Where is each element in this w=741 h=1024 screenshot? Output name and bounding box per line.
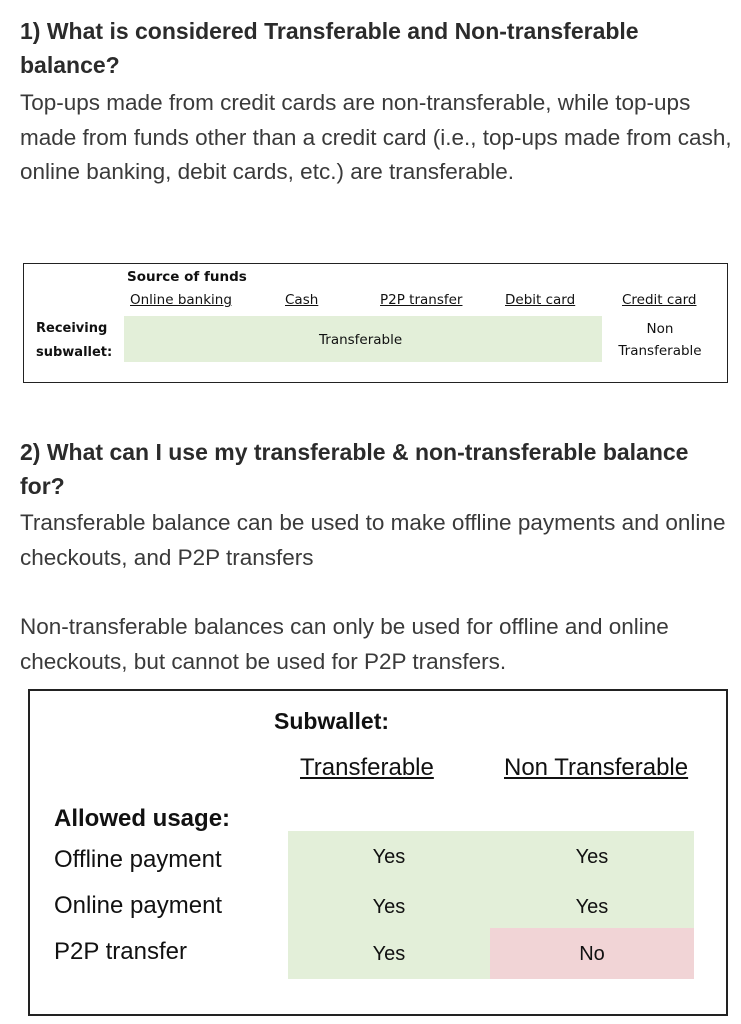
offline-transferable-value: Yes [372, 846, 406, 868]
column-online-banking: Online banking [130, 292, 232, 308]
receiving-label-line1: Receiving [36, 321, 108, 336]
transferable-value: Transferable [319, 332, 403, 348]
non-transferable-line1: Non [646, 321, 674, 337]
section2-body1: Transferable balance can be used to make offline payments and online checkouts, and P2P transfers [20, 510, 726, 570]
column-credit-card: Credit card [622, 292, 697, 308]
p2p-transferable-value: Yes [372, 943, 406, 965]
source-of-funds-table [23, 263, 728, 383]
allowed-usage-label: Allowed usage: [54, 805, 231, 832]
section2-body2: Non-transferable balances can only be used for offline and online checkouts, but cannot be used for P2P transfers. [20, 614, 669, 674]
offline-non-transferable-value: Yes [575, 846, 609, 868]
row-label-offline-payment: Offline payment [54, 846, 222, 873]
online-transferable-value: Yes [372, 896, 406, 918]
row-label-online-payment: Online payment [54, 892, 223, 919]
row-label-p2p-transfer: P2P transfer [54, 938, 187, 965]
column-cash: Cash [285, 292, 319, 308]
column-debit-card: Debit card [505, 292, 576, 308]
source-of-funds-label: Source of funds [127, 269, 247, 285]
non-transferable-line2: Transferable [618, 343, 702, 359]
section1-body: Top-ups made from credit cards are non-transferable, while top-ups made from funds other than a credit card (i.e., top-ups made from cash, online banking, debit cards, etc.) are transferable. [20, 90, 732, 184]
receiving-label-line2: subwallet: [36, 345, 113, 360]
allowed-usage-table [28, 689, 728, 1016]
p2p-non-transferable-value: No [579, 943, 605, 965]
section1-title: 1) What is considered Transferable and Non-transferable balance? [20, 18, 639, 78]
subwallet-label: Subwallet: [274, 708, 390, 734]
online-non-transferable-value: Yes [575, 896, 609, 918]
column-transferable: Transferable [300, 754, 434, 781]
column-non-transferable: Non Transferable [504, 754, 689, 781]
section2-title: 2) What can I use my transferable & non-transferable balance for? [20, 439, 689, 499]
column-p2p-transfer: P2P transfer [380, 292, 463, 308]
